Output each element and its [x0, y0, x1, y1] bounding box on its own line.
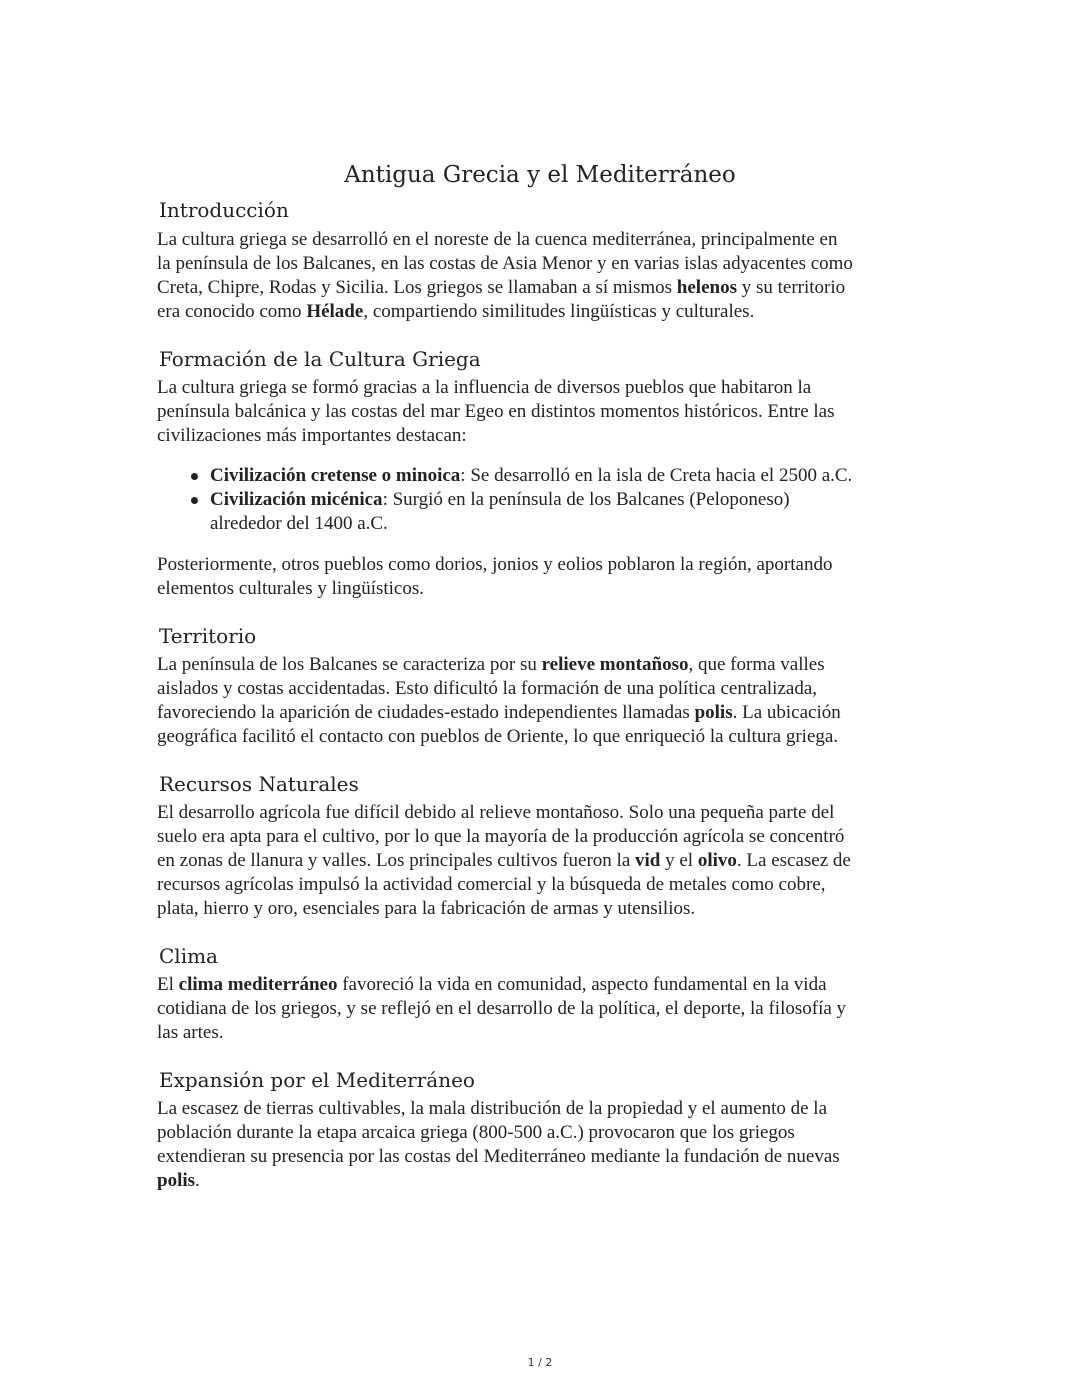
text-line	[157, 1097, 937, 1121]
text-run: en zonas de llanura y valles. Los principales cultivos fueron la	[157, 850, 636, 871]
bullet-list	[157, 464, 937, 536]
text-run: extendieran su presencia por las costas del Mediterráneo mediante la fundación de nuevas	[157, 1146, 840, 1167]
text-run: .	[195, 1170, 200, 1191]
bold-text: Civilización cretense o minoica	[210, 465, 461, 486]
text-line	[157, 997, 937, 1021]
paragraph	[157, 973, 937, 1045]
text-line	[157, 973, 937, 997]
text-run: las artes.	[157, 1022, 224, 1043]
paragraph	[210, 488, 937, 536]
text-run: y el	[660, 850, 698, 871]
text-run: : Surgió en la península de los Balcanes (Peloponeso)	[382, 489, 790, 510]
text-line	[157, 1169, 937, 1193]
paragraph	[157, 653, 937, 749]
text-run: península balcánica y las costas del mar Egeo en distintos momentos históricos. Entre las	[157, 401, 835, 422]
text-line	[157, 701, 937, 725]
text-line	[210, 488, 937, 512]
paragraph	[210, 464, 937, 488]
text-line	[157, 677, 937, 701]
text-line	[157, 276, 937, 300]
text-line	[157, 849, 937, 873]
list-item	[157, 488, 937, 536]
bold-text: helenos	[676, 277, 737, 298]
text-line	[157, 577, 937, 601]
paragraph	[157, 376, 937, 448]
text-line	[210, 512, 937, 536]
document-body	[157, 196, 937, 1193]
text-run: alrededor del 1400 a.C.	[210, 513, 388, 534]
text-run: era conocido como	[157, 301, 307, 322]
text-line	[157, 376, 937, 400]
section-heading: Expansión por el Mediterráneo	[159, 1068, 475, 1092]
text-run: aislados y costas accidentadas. Esto dificultó la formación de una política centralizada,	[157, 678, 817, 699]
text-run: Creta, Chipre, Rodas y Sicilia. Los griegos se llamaban a sí mismos	[157, 277, 677, 298]
text-line	[157, 653, 937, 677]
text-line	[157, 1121, 937, 1145]
text-run: y su territorio	[736, 277, 846, 298]
section-heading: Formación de la Cultura Griega	[159, 347, 481, 371]
document-page	[157, 0, 937, 1193]
bold-text: relieve montañoso	[541, 654, 689, 675]
text-run: población durante la etapa arcaica griega (800-500 a.C.) provocaron que los griegos	[157, 1122, 795, 1143]
text-line	[157, 1145, 937, 1169]
text-run: . La escasez de	[736, 850, 851, 871]
text-run: La cultura griega se formó gracias a la influencia de diversos pueblos que habitaron la	[157, 377, 812, 398]
text-run: La escasez de tierras cultivables, la mala distribución de la propiedad y el aumento de la	[157, 1098, 828, 1119]
page-number: 1 / 2	[527, 1356, 553, 1369]
text-run: : Se desarrolló en la isla de Creta hacia el 2500 a.C.	[460, 465, 853, 486]
text-run: cotidiana de los griegos, y se reflejó en el desarrollo de la política, el deporte, la filosofía y	[157, 998, 847, 1019]
paragraph	[157, 801, 937, 921]
text-line	[157, 228, 937, 252]
text-line	[157, 300, 937, 324]
bold-text: olivo	[697, 850, 737, 871]
document-title: Antigua Grecia y el Mediterráneo	[344, 162, 736, 188]
section-heading: Clima	[159, 944, 218, 968]
text-line	[157, 801, 937, 825]
bold-text: vid	[635, 850, 661, 871]
text-run: La cultura griega se desarrolló en el noreste de la cuenca mediterránea, principalmente en	[157, 229, 838, 250]
section-heading: Recursos Naturales	[159, 772, 359, 796]
text-run: elementos culturales y lingüísticos.	[157, 578, 425, 599]
text-run: El	[157, 974, 179, 995]
text-run: La península de los Balcanes se caracteriza por su	[157, 654, 542, 675]
text-run: la península de los Balcanes, en las costas de Asia Menor y en varias islas adyacentes como	[157, 253, 853, 274]
text-line	[157, 897, 937, 921]
bold-text: clima mediterráneo	[178, 974, 338, 995]
bold-text: Civilización micénica	[210, 489, 383, 510]
text-run: . La ubicación	[732, 702, 841, 723]
text-run: plata, hierro y oro, esenciales para la fabricación de armas y utensilios.	[157, 898, 696, 919]
text-line	[157, 1021, 937, 1045]
paragraph	[157, 228, 937, 324]
text-run: civilizaciones más importantes destacan:	[157, 425, 467, 446]
text-run: favoreció la vida en comunidad, aspecto fundamental en la vida	[337, 974, 827, 995]
bold-text: Hélade	[306, 301, 364, 322]
text-line	[157, 424, 937, 448]
text-run: geográfica facilitó el contacto con pueblos de Oriente, lo que enriqueció la cultura griega.	[157, 726, 839, 747]
text-line	[157, 400, 937, 424]
section-heading: Introducción	[159, 198, 289, 222]
paragraph	[157, 553, 937, 601]
text-line	[157, 553, 937, 577]
text-run: favoreciendo la aparición de ciudades-estado independientes llamadas	[157, 702, 695, 723]
text-run: , compartiendo similitudes lingüísticas y culturales.	[363, 301, 755, 322]
text-run: suelo era apta para el cultivo, por lo que la mayoría de la producción agrícola se concentró	[157, 826, 845, 847]
text-run: , que forma valles	[688, 654, 825, 675]
text-line	[157, 825, 937, 849]
text-run: recursos agrícolas impulsó la actividad comercial y la búsqueda de metales como cobre,	[157, 874, 826, 895]
section-heading: Territorio	[159, 624, 257, 648]
paragraph	[157, 1097, 937, 1193]
text-line	[157, 252, 937, 276]
text-line	[210, 464, 937, 488]
bold-text: polis	[157, 1170, 196, 1191]
text-line	[157, 725, 937, 749]
text-run: Posteriormente, otros pueblos como dorios, jonios y eolios poblaron la región, aportando	[157, 554, 833, 575]
list-item	[157, 464, 937, 488]
text-run: El desarrollo agrícola fue difícil debido al relieve montañoso. Solo una pequeña parte del	[157, 802, 835, 823]
bold-text: polis	[694, 702, 733, 723]
text-line	[157, 873, 937, 897]
